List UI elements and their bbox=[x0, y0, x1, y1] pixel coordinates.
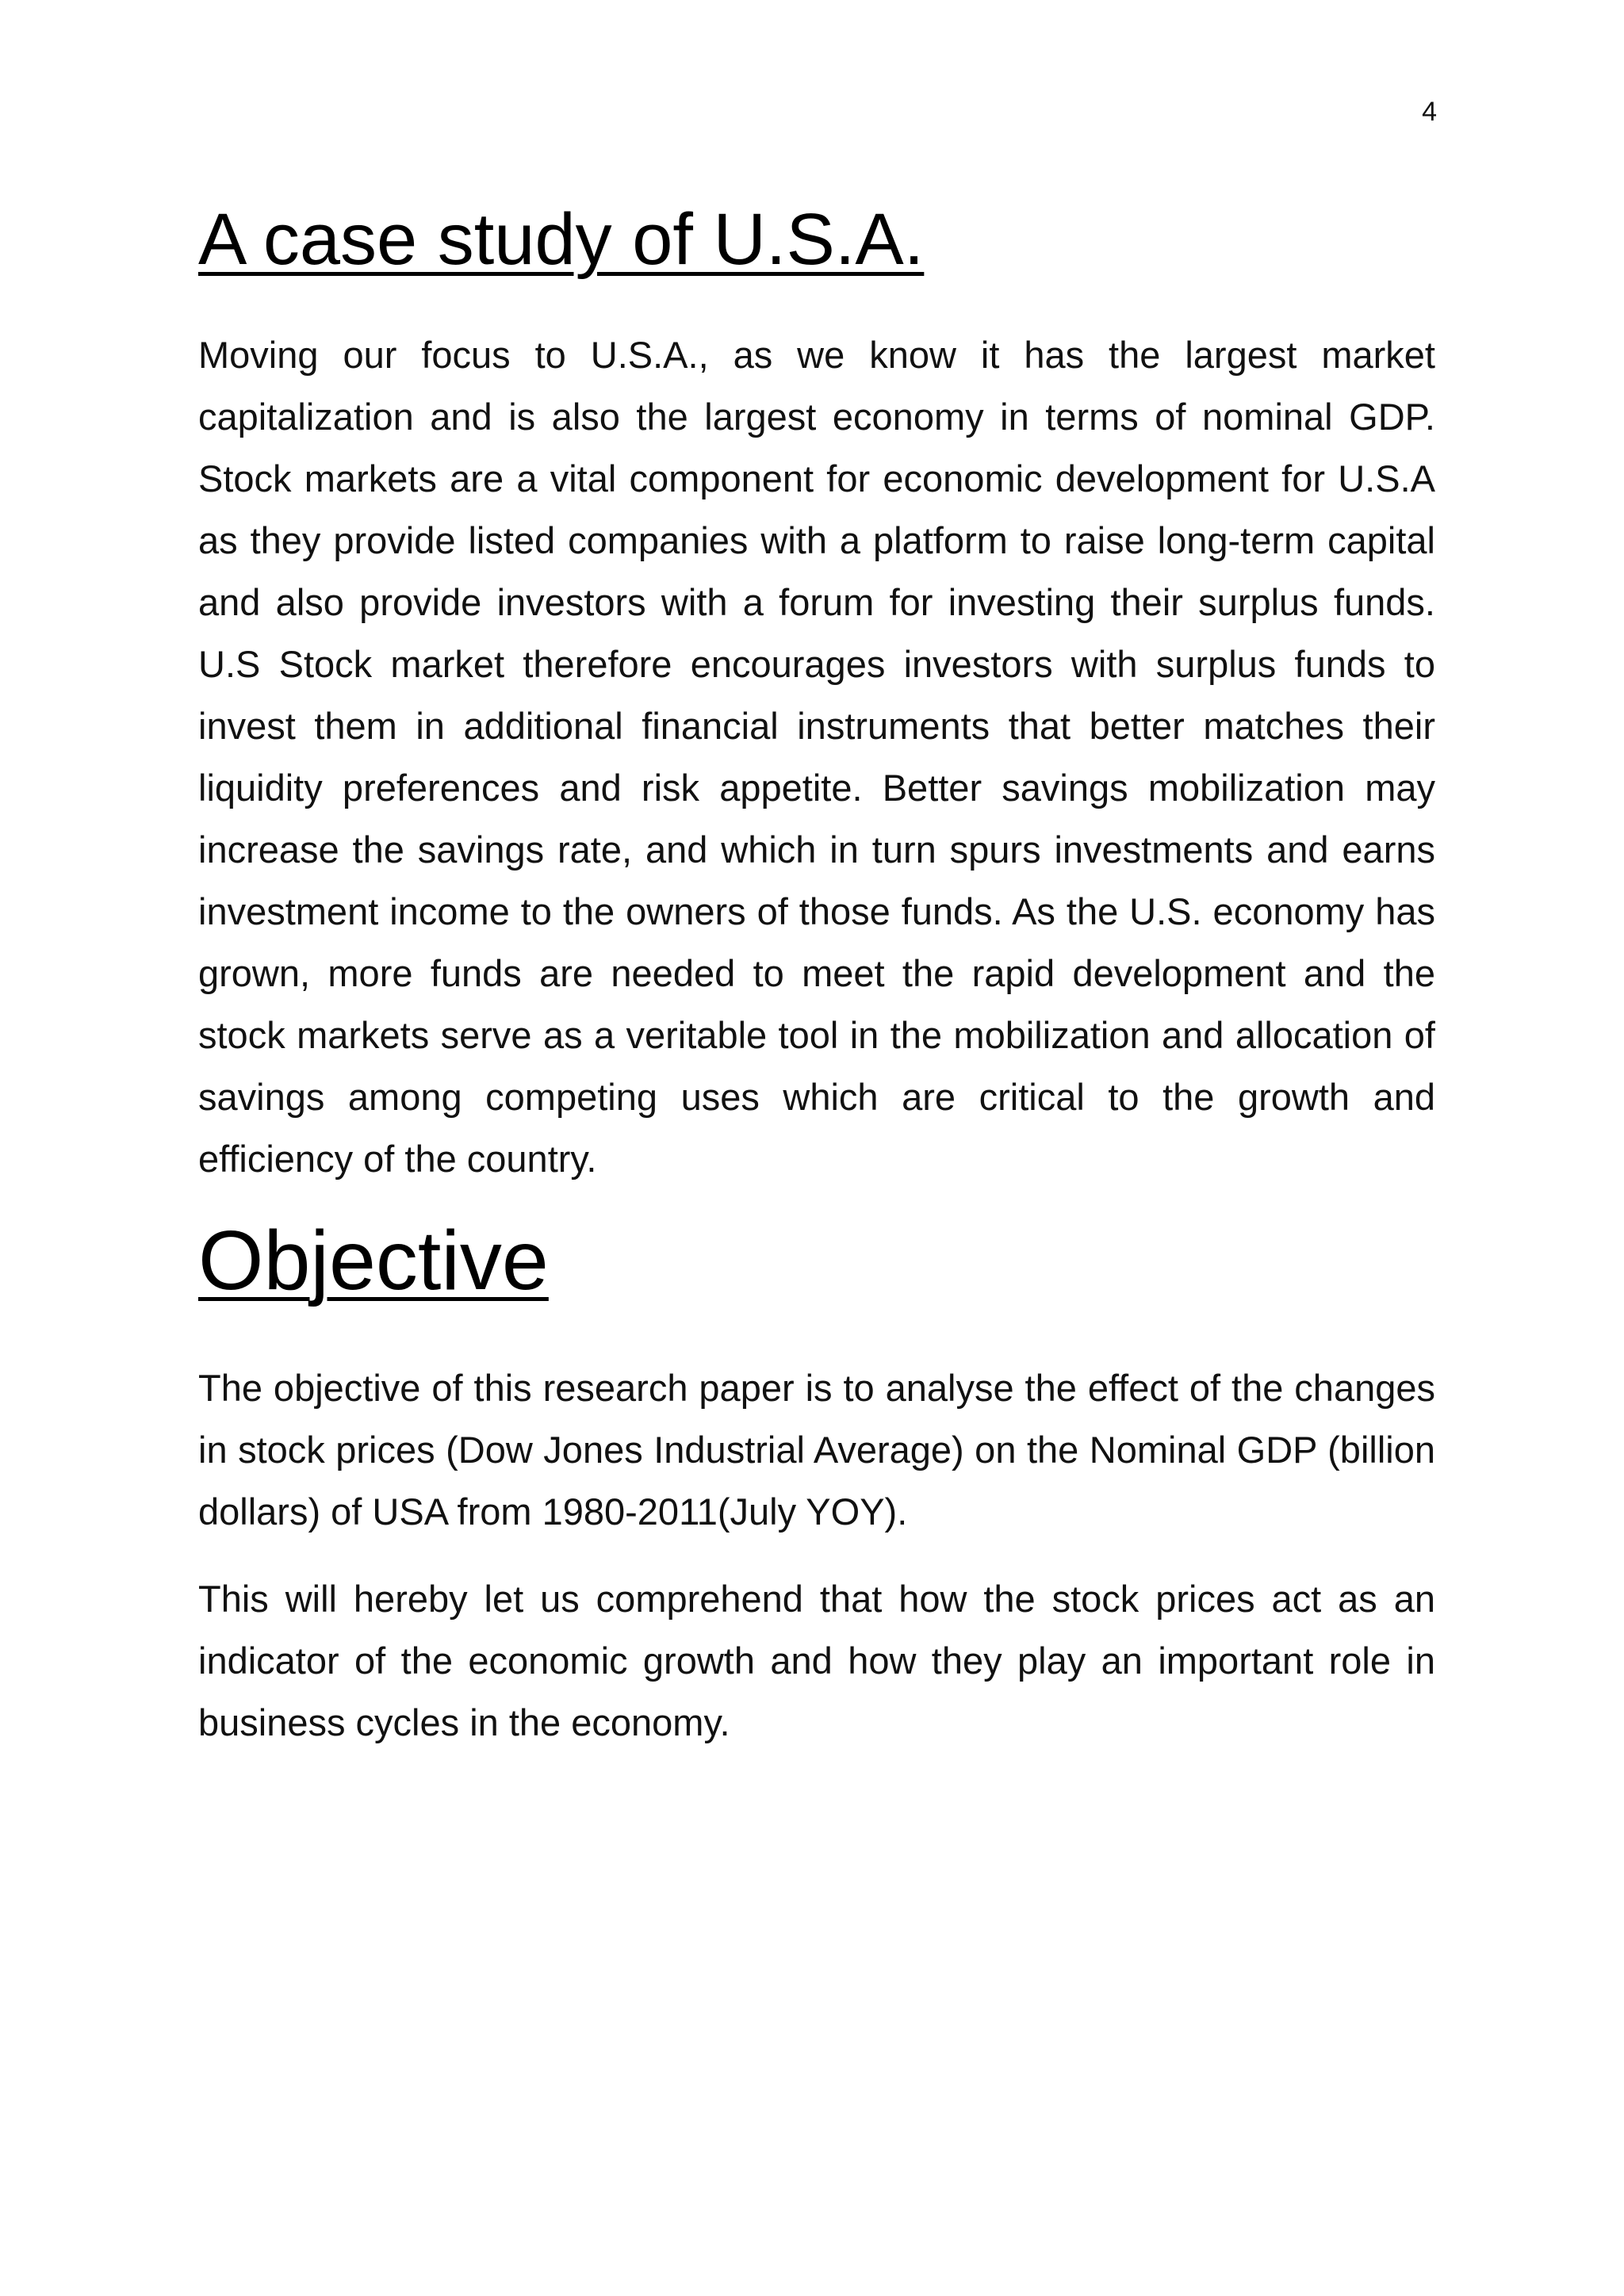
case-study-heading-text: A case study of U.S.A. bbox=[198, 199, 925, 280]
objective-paragraph-1: The objective of this research paper is to analyse the effect of the changes in stock prices (Dow Jones Industrial Average) on the Nominal GDP (billion dollars) of USA from 1980-2011(July YOY). bbox=[198, 1366, 1435, 1533]
objective-section bbox=[198, 1213, 1435, 1754]
document-content bbox=[198, 201, 1435, 1754]
objective-paragraph-2: This will hereby let us comprehend that how the stock prices act as an indicator of the economic growth and how they play an important role in business cycles in the economy. bbox=[198, 1577, 1435, 1743]
case-study-paragraph: Moving our focus to U.S.A., as we know it has the largest market capitalization and is also the largest economy in terms of nominal GDP. Stock markets are a vital component for economic development for U.S.A as they provide listed companies with a platform to raise long-term capital and also provide investors with a forum for investing their surplus funds. U.S Stock market therefore encourages investors with surplus funds to invest them in additional financial instruments that better matches their liquidity preferences and risk appetite. Better savings mobilization may increase the savings rate, and which in turn spurs investments and earns investment income to the owners of those funds. As the U.S. economy has grown, more funds are needed to meet the rapid development and the stock markets serve as a veritable tool in the mobilization and allocation of savings among competing uses which are critical to the growth and efficiency of the country. bbox=[198, 333, 1435, 1180]
objective-heading bbox=[198, 1213, 1435, 1307]
case-study-section bbox=[198, 201, 1435, 1190]
page-number: 4 bbox=[1422, 97, 1437, 127]
case-study-heading bbox=[198, 201, 1435, 278]
objective-heading-text: Objective bbox=[198, 1213, 549, 1307]
